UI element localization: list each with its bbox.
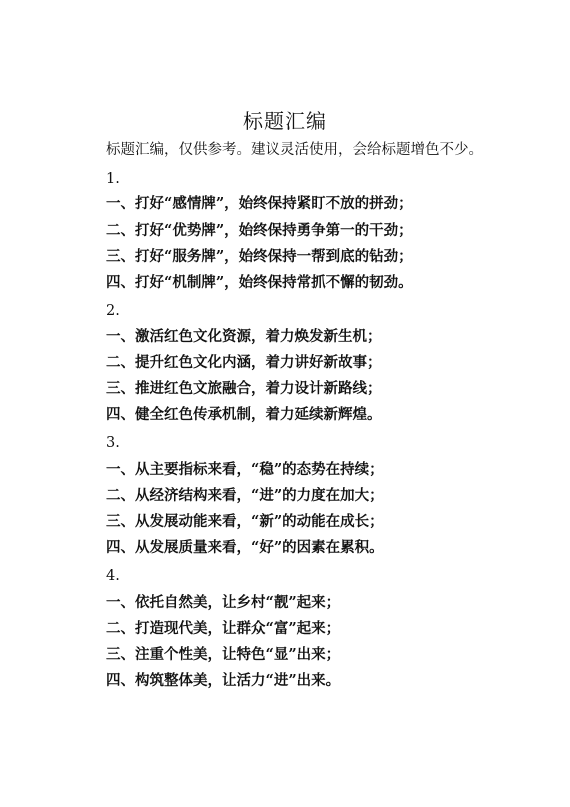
section-2-item-3: 三、推进红色文旅融合，着力设计新路线； [106,380,382,397]
section-4-item-3: 三、注重个性美，让特色“显”出来； [106,646,341,663]
section-1-item-2: 二、打好“优势牌”，始终保持勇争第一的干劲； [106,222,413,239]
section-number-1: 1. [106,171,120,187]
section-4-item-2: 二、打造现代美，让群众“富”起来； [106,620,341,637]
section-4-item-4: 四、构筑整体美，让活力“进”出来。 [106,672,341,689]
section-2-item-4: 四、健全红色传承机制，着力延续新辉煌。 [106,406,382,423]
document-title: 标题汇编 [243,109,327,133]
section-1-item-1: 一、打好“感情牌”，始终保持紧盯不放的拼劲； [106,195,413,212]
section-3-item-2: 二、从经济结构来看，“进”的力度在加大； [106,487,384,504]
section-1-item-3: 三、打好“服务牌”，始终保持一帮到底的钻劲； [106,248,413,265]
section-number-3: 3. [106,435,120,451]
section-3-item-1: 一、从主要指标来看，“稳”的态势在持续； [106,461,384,478]
section-2-item-2: 二、提升红色文化内涵，着力讲好新故事； [106,354,382,371]
section-3-item-4: 四、从发展质量来看，“好”的因素在累积。 [106,539,384,556]
section-4-item-1: 一、依托自然美，让乡村“靓”起来； [106,594,341,611]
section-1-item-4: 四、打好“机制牌”，始终保持常抓不懈的韧劲。 [106,274,413,291]
intro-paragraph: 标题汇编，仅供参考。建议灵活使用，会给标题增色不少。 [106,142,483,158]
section-2-item-1: 一、激活红色文化资源，着力焕发新生机； [106,328,382,345]
section-number-4: 4. [106,568,120,584]
section-number-2: 2. [106,303,120,319]
section-3-item-3: 三、从发展动能来看，“新”的动能在成长； [106,513,384,530]
